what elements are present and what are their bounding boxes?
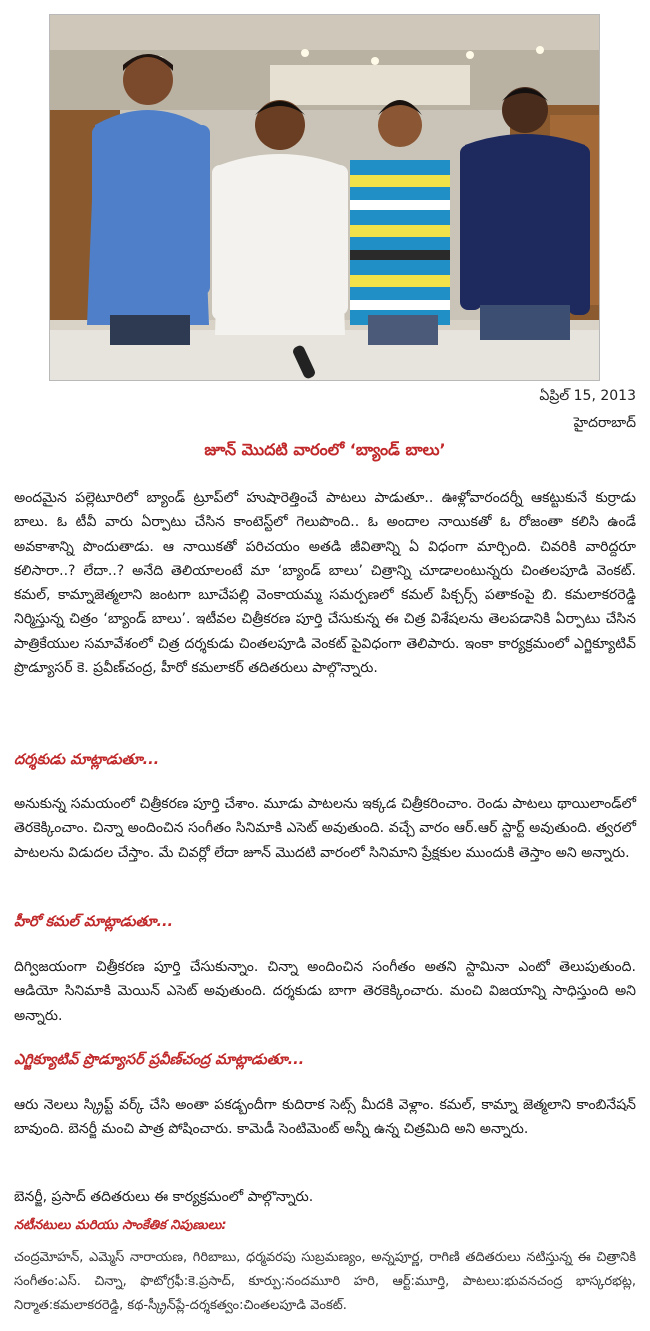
credits-body: చంద్రమోహన్, ఎమ్మెస్ నారాయణ, గిరిబాబు, ధర్మవరపు సుబ్రమణ్యం, అన్నపూర్ణ, రాగిణి తదితరులు నటిస్తున్న ఈ చిత్రానికి సంగీతం:ఎస్. చిన్నా, ఫొటోగ్రఫీ:కె.ప్రసాద్, కూర్పు:నందమూరి హరి, ఆర్ట్:మూర్తి, పాటలు:భువనచంద్ర భాస్కరభట్ల, నిర్మాత:కమలాకరరెడ్డి, కథ-స్క్రీన్‌ప్లే-దర్శకత్వం:చింతలపూడి వెంకట్. <box>14 1250 636 1313</box>
section-heading-producer: ఎగ్జిక్యూటివ్ ప్రొడ్యూసర్ ప్రవీణ్‌చంద్ర మాట్లాడుతూ... <box>14 1052 305 1068</box>
credits-heading: నటీనటులు మరియు సాంకేతిక నిపుణులు: <box>14 1218 227 1233</box>
section-body-hero: దిగ్విజయంగా చిత్రీకరణ పూర్తి చేసుకున్నాం. చిన్నా అందించిన సంగీతం అతని స్టామినా ఎంటో తెలుపుతుంది. ఆడియో సినిమాకి మెయిన్ ఎసెట్ అవుతుంది. దర్శకుడు బాగా తెరకెక్కించారు. మంచి విజయాన్ని సాధిస్తుంది అని అన్నారు. <box>14 959 636 1024</box>
article-headline: జూన్ మొదటి వారంలో ‘బ్యాండ్ బాలు’ <box>204 440 446 459</box>
section-body-director: అనుకున్న సమయంలో చిత్రీకరణ పూర్తి చేశాం. మూడు పాటలను ఇక్కడ చిత్రీకరించాం. రెండు పాటలు థాయిలాండ్‌లో తెరకెక్కించాం. చిన్నా అందించిన సంగీతం సినిమాకి ఎసెట్ అవుతుంది. వచ్చే వారం ఆర్.ఆర్ స్టార్ట్ అవుతుంది. త్వరలో పాటలను విడుదల చేస్తాం. మే చివర్లో లేదా జూన్ మొదటి వారంలో సినిమాని ప్రేక్షకుల ముందుకి తెస్తాం అని అన్నారు. <box>14 796 636 861</box>
section-heading-hero: హీరో కమల్ మాట్లాడుతూ... <box>14 914 173 930</box>
press-photo-image <box>50 15 599 380</box>
dateline-place: హైదరాబాద్ <box>573 415 636 431</box>
closing-line: బెనర్జీ, ప్రసాద్ తదితరులు ఈ కార్యక్రమంలో పాల్గొన్నారు. <box>14 1189 314 1205</box>
publish-date: ఏప్రిల్ 15, 2013 <box>539 388 636 404</box>
article-intro: అందమైన పల్లెటూరిలో బ్యాండ్ ట్రూప్‌లో హుషారెత్తించే పాటలు పాడుతూ.. ఊళ్లోవారందర్నీ ఆకట్టుకునే కుర్రాడు బాలు. ఓ టీవీ వారు ఏర్పాటు చేసిన కాంటెస్ట్‌లో గెలుపొంది.. ఓ అందాల నాయికతో ఓ రోజంతా కలిసి ఉండే అవకాశాన్ని పొందుతాడు. ఆ నాయికతో పరిచయం అతడి జీవితాన్ని ఏ విధంగా మార్చింది. చివరికి వారిద్దరూ కలిసారా..? లేదా..? అనేది తెలియాలంటే మా ‘బ్యాండ్ బాలు’ చిత్రాన్ని చూడాలంటున్నరు చింతలపూడి వెంకట్. కమల్, కామ్నాజెత్మలాని జంటగా బూచేపల్లి వెంకాయమ్మ సమర్పణలో కమల్ పిక్చర్స్ పతాకంపై బి. కమలాకరరెడ్డి నిర్మిస్తున్న చిత్రం ‘బ్యాండ్ బాలు’. ఇటీవల చిత్రీకరణ పూర్తి చేసుకున్న ఈ చిత్ర విశేషలను తెలపడానికి ఏర్పాటు చేసిన పాత్రికేయుల సమావేశంలో చిత్ర దర్శకుడు చింతలపూడి వెంకట్ పైవిధంగా తెలిపారు. ఇంకా కార్యక్రమంలో ఎగ్జిక్యూటివ్ ప్రొడ్యూసర్ కె. ప్రవీణ్‌చంద్ర, హీరో కమలాకర్ తదితరులు పాల్గొన్నారు. <box>14 490 636 677</box>
press-photo <box>49 14 600 381</box>
section-body-producer: ఆరు నెలలు స్క్రిప్ట్ వర్క్ చేసి అంతా పకడ్బందీగా కుదిరాక సెట్స్ మీదకి వెళ్లాం. కమల్, కామ్నా జెత్మలాని కాంబినేషన్ బావుంది. బెనర్జీ మంచి పాత్ర పోషించారు. కామెడీ సెంటిమెంట్ అన్నీ ఉన్న చిత్రమిది అని అన్నారు. <box>14 1097 636 1138</box>
section-heading-director: దర్శకుడు మాట్లాడుతూ... <box>14 752 160 768</box>
